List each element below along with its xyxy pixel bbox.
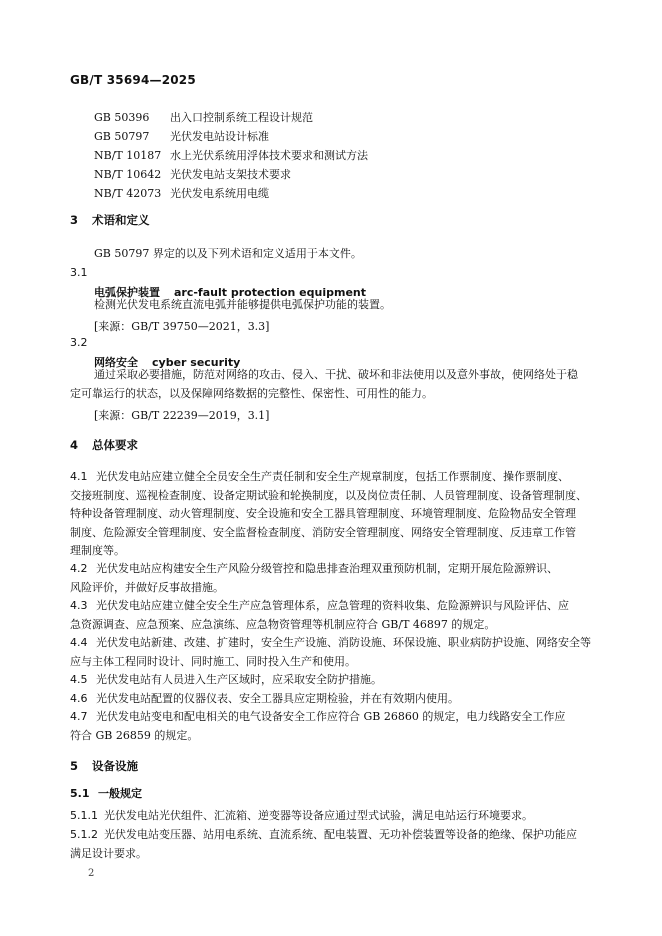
term-number: 3.2: [70, 336, 88, 349]
clause-number: 5.1.2: [70, 828, 98, 841]
reference-code: NB/T 10187: [94, 149, 162, 162]
page-number: 2: [88, 868, 95, 879]
reference-code: NB/T 10642: [94, 168, 162, 181]
section-title: 设备设施: [92, 759, 138, 773]
reference-code: NB/T 42073: [94, 187, 162, 200]
subsection-title: 一般规定: [98, 787, 142, 800]
section-number: 3: [70, 213, 79, 227]
term-definition: 检测光伏发电系统直流电弧并能够提供电弧保护功能的装置。: [94, 298, 391, 311]
clause-number: 4.4: [70, 636, 88, 649]
term-definition-line: 定可靠运行的状态，以及保障网络数据的完整性、保密性、可用性的能力。: [70, 387, 433, 400]
clause-line: 光伏发电站配置的仪器仪表、安全工器具应定期检验，并在有效期内使用。: [96, 692, 459, 705]
clause-number: 4.5: [70, 673, 88, 686]
term-number: 3.1: [70, 266, 88, 279]
section-4-heading: [70, 437, 138, 453]
clause-line: 光伏发电站变压器、站用电系统、直流系统、配电装置、无功补偿装置等设备的绝缘、保护功能应: [104, 828, 577, 841]
section-3-intro: GB 50797 界定的以及下列术语和定义适用于本文件。: [94, 247, 362, 260]
term-en: arc-fault protection equipment: [174, 286, 366, 299]
section-number: 5: [70, 759, 79, 773]
normative-references-list: [94, 108, 368, 203]
clause-line: 满足设计要求。: [70, 846, 147, 860]
term-en: cyber security: [152, 356, 241, 369]
clause-line: 光伏发电站应建立健全安全生产应急管理体系，应急管理的资料收集、危险源辨识与风险评估、应: [96, 599, 569, 612]
term-source: [来源：GB/T 22239—2019，3.1]: [94, 409, 270, 422]
section-title: 总体要求: [92, 438, 138, 452]
clause-4-2: [70, 560, 610, 597]
reference-title: 光伏发电站设计标准: [170, 130, 269, 143]
term-zh: 电弧保护装置: [94, 286, 160, 299]
section-title: 术语和定义: [92, 213, 150, 227]
reference-code: GB 50396: [94, 111, 150, 124]
section-5-heading: [70, 758, 138, 774]
clause-line: 风险评价，并做好反事故措施。: [70, 580, 224, 594]
reference-item: [94, 108, 368, 127]
clause-4-5: [70, 671, 610, 690]
reference-item: [94, 165, 368, 184]
clause-5-1-1: [70, 807, 610, 826]
clause-line: 制度、危险源安全管理制度、安全监督检查制度、消防安全管理制度、网络安全管理制度、反违章工作管: [70, 525, 576, 539]
subsection-number: 5.1: [70, 787, 90, 800]
clause-4-7: [70, 708, 610, 745]
clause-line: 光伏发电站新建、改建、扩建时，安全生产设施、消防设施、环保设施、职业病防护设施、网络安全等: [96, 636, 591, 649]
term-source: [来源：GB/T 39750—2021，3.3]: [94, 320, 270, 333]
reference-title: 出入口控制系统工程设计规范: [170, 111, 313, 124]
clause-number: 4.2: [70, 562, 88, 575]
clause-line: 光伏发电站光伏组件、汇流箱、逆变器等设备应通过型式试验，满足电站运行环境要求。: [104, 809, 533, 822]
clause-line: 交接班制度、巡视检查制度、设备定期试验和轮换制度，以及岗位责任制、人员管理制度、设备管理制度、: [70, 488, 587, 502]
clause-4-1: [70, 468, 610, 561]
reference-title: 光伏发电站支架技术要求: [170, 168, 291, 181]
section-3-heading: [70, 212, 150, 228]
section-number: 4: [70, 438, 79, 452]
subsection-5-1-heading: [70, 785, 142, 801]
reference-title: 水上光伏系统用浮体技术要求和测试方法: [170, 149, 368, 162]
reference-item: [94, 127, 368, 146]
clause-number: 4.3: [70, 599, 88, 612]
reference-item: [94, 146, 368, 165]
clause-line: 光伏发电站有人员进入生产区域时，应采取安全防护措施。: [96, 673, 382, 686]
clause-line: 应与主体工程同时设计、同时施工、同时投入生产和使用。: [70, 654, 356, 668]
clause-4-4: [70, 634, 610, 671]
term-definition-line: 通过采取必要措施，防范对网络的攻击、侵入、干扰、破坏和非法使用以及意外事故，使网络处于稳: [94, 368, 578, 381]
clause-number: 4.6: [70, 692, 88, 705]
clause-number: 4.7: [70, 710, 88, 723]
reference-title: 光伏发电系统用电缆: [170, 187, 269, 200]
clause-line: 急资源调查、应急预案、应急演练、应急物资管理等机制应符合 GB/T 46897 的规定。: [70, 617, 496, 631]
clause-line: 光伏发电站应构建安全生产风险分级管控和隐患排查治理双重预防机制，定期开展危险源辨识、: [96, 562, 558, 575]
standard-code-header: GB/T 35694—2025: [70, 73, 196, 87]
clause-number: 5.1.1: [70, 809, 98, 822]
clause-line: 符合 GB 26859 的规定。: [70, 728, 199, 742]
clause-line: 光伏发电站变电和配电相关的电气设备安全工作应符合 GB 26860 的规定，电力线路安全工作应: [96, 710, 566, 723]
clause-4-6: [70, 690, 610, 709]
clause-line: 特种设备管理制度、动火管理制度、安全设施和安全工器具管理制度、环境管理制度、危险物品安全管理: [70, 507, 576, 521]
term-zh: 网络安全: [94, 356, 138, 369]
clause-4-3: [70, 597, 610, 634]
clause-line: 理制度等。: [70, 544, 125, 558]
clause-5-1-2: [70, 826, 610, 863]
clause-number: 4.1: [70, 470, 88, 483]
reference-item: [94, 184, 368, 203]
clause-line: 光伏发电站应建立健全全员安全生产责任制和安全生产规章制度，包括工作票制度、操作票制度、: [96, 470, 569, 483]
reference-code: GB 50797: [94, 130, 150, 143]
